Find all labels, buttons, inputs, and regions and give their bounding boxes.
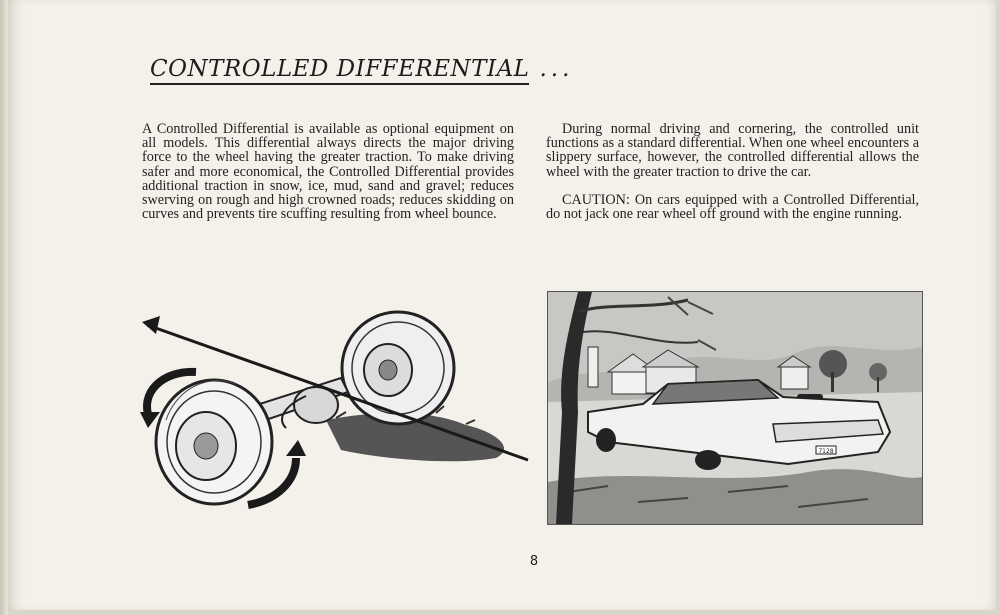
- page-number: 8: [529, 554, 539, 569]
- car-scene-illustration: [547, 291, 923, 525]
- left-text-column: [142, 122, 514, 235]
- license-plate-text: 7128: [818, 448, 834, 455]
- rotation-arrowhead-bottom-icon: [286, 440, 306, 456]
- right-text-column: [546, 122, 919, 235]
- page-binding-edge: [0, 0, 8, 615]
- caution-paragraph: CAUTION: On cars equipped with a Controlled Differential, do not jack one rear wheel off ground with the engine running.: [546, 191, 919, 223]
- car-scene-drawing: [548, 292, 922, 524]
- intro-paragraph: A Controlled Differential is available as optional equipment on all models. This differential always directs the major driving force to the wheel having the greater traction. To make driving safer and more economical, the Controlled Differential provides additional traction in snow, ice, mud, sand and gravel; reduces swerving on rough and high crowned roads; reduces skidding on curves and prevents tire scuffing resulting from wheel bounce.: [142, 121, 514, 223]
- rear-left-wheel: [156, 380, 272, 504]
- axle-wheels-illustration: [136, 300, 536, 515]
- heading-ellipsis: ...: [539, 56, 574, 82]
- rear-right-wheel: [342, 312, 454, 424]
- heading-title: CONTROLLED DIFFERENTIAL: [150, 56, 529, 85]
- operation-paragraph: During normal driving and cornering, the controlled unit functions as a standard differential. When one wheel encounters a slippery surface, however, the controlled differential allows the wheel with the greater traction to drive the car.: [546, 121, 919, 180]
- section-heading: [150, 56, 573, 82]
